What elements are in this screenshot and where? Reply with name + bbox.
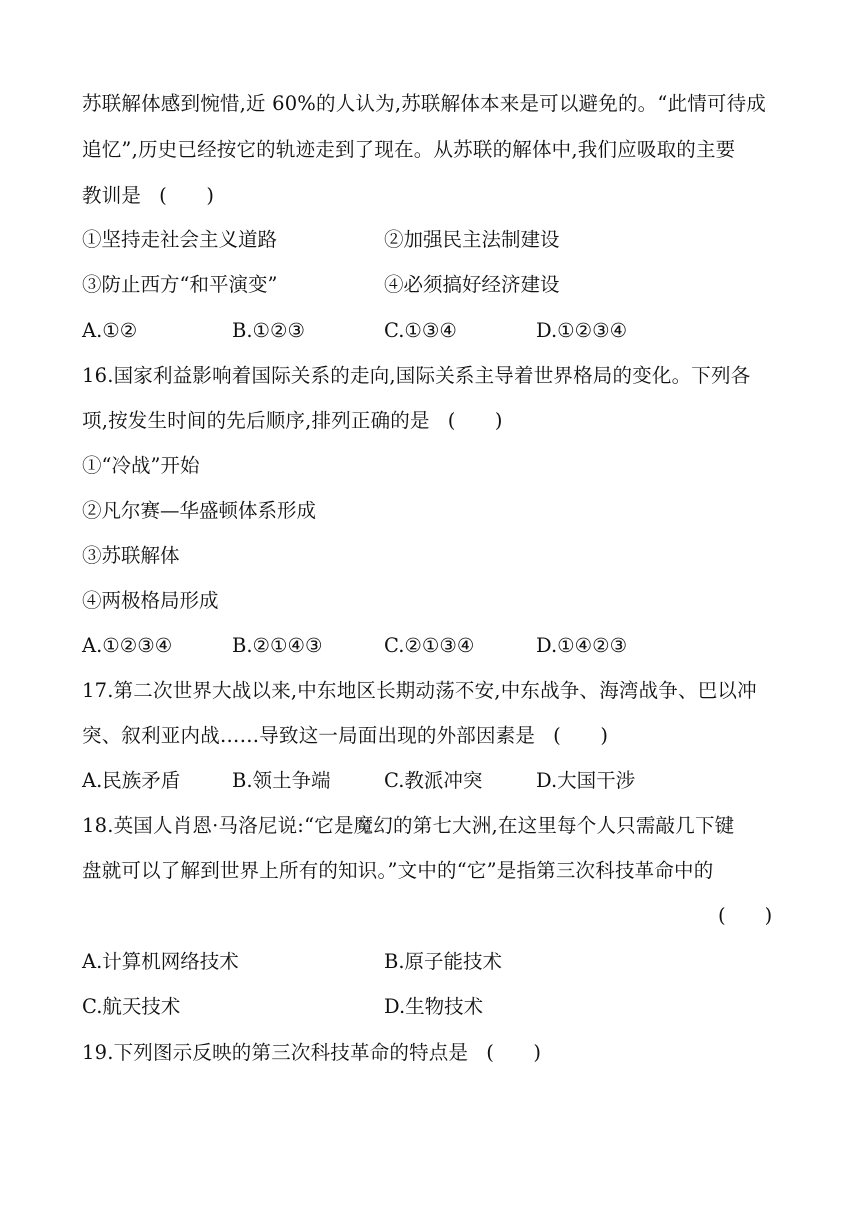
q19-stem-text: 19.下列图示反映的第三次科技革命的特点是 [82,1041,469,1064]
q19-answer-paren: ( ) [486,1041,542,1064]
q15-item-3: ③防止西方“和平演变” [82,273,278,296]
q16-answer-paren: ( ) [447,409,503,432]
q17-option-d: D.大国干涉 [536,769,636,792]
q15-answer-paren: ( ) [159,184,215,207]
q15-stem-line-3 [82,184,214,208]
q17-answer-paren: ( ) [553,724,609,747]
q15-stem-line-2: 追忆”,历史已经按它的轨迹走到了现在。从苏联的解体中,我们应吸取的主要 [82,138,736,161]
q16-stem-text: 项,按发生时间的先后顺序,排列正确的是 [82,409,430,432]
q16-option-b: B.②①④③ [232,634,323,657]
q15-item-4: ④必须搞好经济建设 [384,273,560,296]
q18-option-d: D.生物技术 [384,995,484,1018]
q17-option-a: A.民族矛盾 [82,769,181,792]
q16-option-c: C.②①③④ [384,634,475,657]
q18-stem-line-2: 盘就可以了解到世界上所有的知识。”文中的“它”是指第三次科技革命中的 [82,859,714,882]
q15-option-b: B.①②③ [232,319,305,342]
q15-option-a: A.①② [82,319,138,342]
q16-option-a: A.①②③④ [82,634,173,657]
q16-item-3: ③苏联解体 [82,544,180,567]
q18-stem-line-1: 18.英国人肖恩·马洛尼说:“它是魔幻的第七大洲,在这里每个人只需敲几下键 [82,814,735,837]
q17-stem-line-2 [82,724,608,748]
q15-stem-text: 教训是 [82,184,142,207]
q16-item-2: ②凡尔赛—华盛顿体系形成 [82,499,317,522]
q16-option-d: D.①④②③ [536,634,628,657]
q15-option-d: D.①②③④ [536,319,628,342]
q18-option-b: B.原子能技术 [384,950,503,973]
q15-item-1: ①坚持走社会主义道路 [82,228,278,251]
q19-stem-line-1 [82,1041,541,1065]
q15-item-2: ②加强民主法制建设 [384,228,560,251]
q18-answer-paren: ( ) [718,904,773,927]
q15-stem-line-1: 苏联解体感到惋惜,近 60%的人认为,苏联解体本来是可以避免的。“此情可待成 [82,92,767,115]
q17-option-c: C.教派冲突 [384,769,483,792]
q16-stem-line-2 [82,409,503,433]
q17-stem-line-1: 17.第二次世界大战以来,中东地区长期动荡不安,中东战争、海湾战争、巴以冲 [82,679,757,702]
q18-option-c: C.航天技术 [82,995,181,1018]
q17-option-b: B.领土争端 [232,769,331,792]
q16-stem-line-1: 16.国家利益影响着国际关系的走向,国际关系主导着世界格局的变化。下列各 [82,364,751,387]
q15-option-c: C.①③④ [384,319,457,342]
q18-option-a: A.计算机网络技术 [82,950,239,973]
q16-item-1: ①“冷战”开始 [82,454,200,477]
q17-stem-text: 突、叙利亚内战……导致这一局面出现的外部因素是 [82,724,536,747]
q16-item-4: ④两极格局形成 [82,589,219,612]
